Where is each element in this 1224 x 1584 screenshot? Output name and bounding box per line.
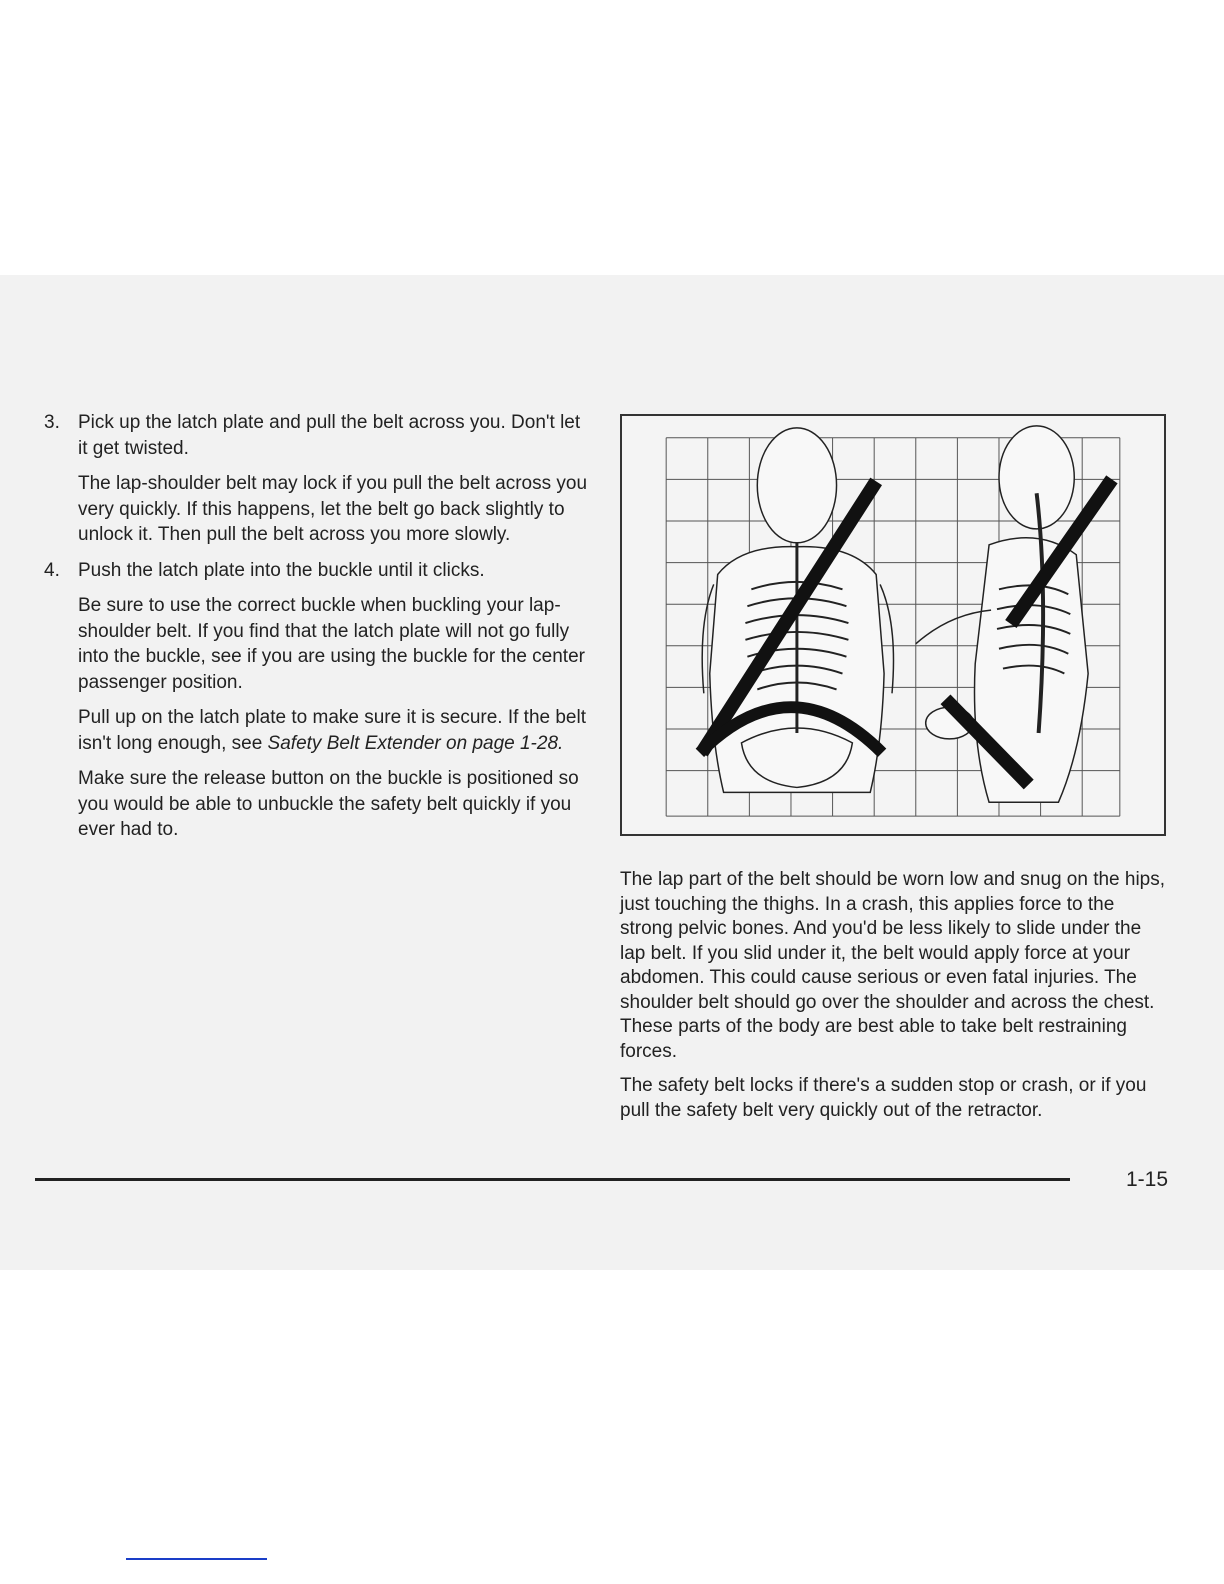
step-number: 3. [44,412,60,433]
step-4 [44,558,589,584]
safety-belt-illustration [620,414,1166,836]
footer-rule [35,1178,1070,1181]
belt-locks-paragraph: The safety belt locks if there's a sudden stop or crash, or if you pull the safety belt very quickly out of the retractor. [620,1075,1147,1121]
step-number: 4. [44,559,60,581]
step-3 [44,410,589,461]
lap-belt-paragraph: The lap part of the belt should be worn low and snug on the hips, just touching the thighs. In a crash, this applies force to the strong pelvic bones. And you'd be less likely to slide under the lap belt. If you slid under it, the belt would apply force at your abdomen. This could cause serious or even fatal injuries. The shoulder belt should go over the shoulder and across the chest. These parts of the body are best able to take belt restraining forces. [620,869,1166,1062]
paragraph-text: Pull up on the latch plate to make sure it is secure. If the belt isn't long enough, see [78,707,586,754]
step-text: Push the latch plate into the buckle until it clicks. [78,559,485,581]
step-4-paragraph-3: Make sure the release button on the buckle is positioned so you would be able to unbuckle the safety belt quickly if you ever had to. [78,768,579,840]
step-3-paragraph: The lap-shoulder belt may lock if you pull the belt across you very quickly. If this happens, let the belt go back slightly to unlock it. Then pull the belt across you more slowly. [78,473,588,545]
page-number: 1-15 [1126,1168,1169,1191]
right-column [620,868,1168,1133]
step-4-paragraph-1: Be sure to use the correct buckle when buckling your lap-shoulder belt. If you find that the latch plate will not go fully into the buckle, see if you are using the buckle for the center passenger position. [78,595,585,693]
side-body-figure [916,426,1088,802]
left-column [44,410,589,853]
bottom-link-underline[interactable] [126,1558,267,1560]
cross-reference: Safety Belt Extender on page 1-28. [267,732,564,754]
step-text: Pick up the latch plate and pull the belt across you. Don't let it get twisted. [78,412,581,459]
skeleton-belt-diagram [622,416,1164,834]
step-4-paragraph-2 [78,705,589,756]
